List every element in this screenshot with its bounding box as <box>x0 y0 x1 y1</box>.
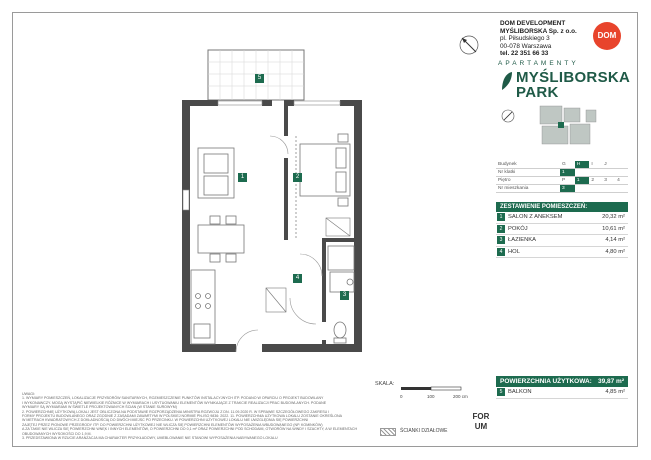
developer-city: 00-078 Warszawa <box>500 42 552 50</box>
info-row-staircase: Nr klatki 1 <box>496 169 628 177</box>
kitchen <box>191 270 215 344</box>
bed <box>300 134 350 206</box>
room-tag-lazienka: 3 <box>340 291 349 300</box>
info-row-floor: Piętro P 1 2 3 4 <box>496 177 628 185</box>
developer-street: pl. Piłsudskiego 3 <box>500 35 550 43</box>
developer-name: DOM DEVELOPMENT <box>500 20 566 27</box>
outer-walls <box>182 100 362 352</box>
room-tag-balcony: 5 <box>255 74 264 83</box>
total-area-bar <box>496 376 628 387</box>
dining-table <box>198 216 244 262</box>
entrance-gap <box>236 344 262 352</box>
room-row: 2 POKÓJ 10,61 m² <box>496 224 628 236</box>
rooms-header: ZESTAWIENIE POMIESZCZEŃ: <box>496 202 628 212</box>
brand-small: APARTAMENTY <box>498 60 579 67</box>
developer-company: MYŚLIBORSKA Sp. z o.o. <box>500 27 577 35</box>
room-tag-hol: 4 <box>293 274 302 283</box>
scale-label: SKALA: <box>375 381 395 387</box>
wardrobe <box>326 218 350 236</box>
total-area-block <box>496 376 628 399</box>
info-table <box>496 161 628 193</box>
scale-tick-0: 0 <box>400 394 403 399</box>
room-row: 1 SALON Z ANEKSEM 20,32 m² <box>496 212 628 224</box>
partition-legend-swatch <box>380 428 396 436</box>
north-arrow-icon <box>458 34 480 56</box>
brand-leaf-icon <box>500 70 514 92</box>
windows <box>183 101 340 210</box>
rooms-summary <box>496 202 628 258</box>
room-tag-salon: 1 <box>238 173 247 182</box>
balcony-row: 5 BALKON 4,85 m² <box>496 387 628 399</box>
brand-park: PARK <box>516 84 559 101</box>
total-area-label: POWIERZCHNIA UŻYTKOWA: <box>500 378 592 385</box>
developer-phone: tel. 22 351 66 33 <box>500 50 549 58</box>
dom-logo: DOM <box>593 22 621 50</box>
site-plan-mini <box>500 102 630 152</box>
sofa <box>198 148 234 198</box>
partition-legend-label: ŚCIANKI DZIAŁOWE <box>400 428 448 434</box>
total-area-value: 39,87 m² <box>597 378 624 385</box>
floor-plan-drawing <box>150 40 425 370</box>
info-row-building: Budynek G H I J <box>496 161 628 169</box>
developer-info <box>500 20 577 58</box>
info-row-apartment: Nr mieszkania 3 <box>496 185 628 193</box>
room-row: 3 ŁAZIENKA 4,14 m² <box>496 235 628 247</box>
scale-tick-200: 200 cm <box>453 394 468 399</box>
brand-name: MYŚLIBORSKA <box>516 69 631 86</box>
forum-logo: FORUM <box>472 412 490 431</box>
room-row: 4 HOL 4,80 m² <box>496 247 628 259</box>
scale-tick-100: 100 <box>427 394 435 399</box>
hall-closet <box>266 288 286 312</box>
notes: UWAGI: 1. WYMIARY POMIESZCZEŃ, LOKALIZACJE PRZYBORÓW SANITARNYCH, ROZMIESZCZENIE PUNKTÓW INSTALACYJNYCH ITP. PODANO W OPARCIU O PROJEKT BUDOWLANY I WYKONAWCZY. MOGĄ WYSTĄPIĆ NIEWIELKIE RÓŻNICE W WYMIARACH I USYTUOWANIU ELEMENTÓW WYNIKAJĄCE Z TRAKCIE REALIZACJI PRAC BUDOWLANYCH. PODANE WYMIARY SĄ WYMIARAMI W ŚWIETLE PROJEKTOWANYCH ŚCIAN (W STANIE SUROWYM) 2. POWIERZCHNIĘ UŻYTKOWĄ LOKALI JEST OBLICZONA NA PODSTAWIE ROZPORZĄDZENIA MINISTRA ROZWOJU Z DN. 11.09.2020 R. W SPRAWIE SZCZEGÓŁOWEGO ZAKRESU I FORMY PROJEKTU BUDOWLANEGO ORAZ ZGODNIE Z ZASADAMI ZAWARTYMI W POLSKIEJ NORMIE PN-ISO 9836: 2022. 11. POWIERZCHNIA UŻYTKOWA LOKALU ZOSTANIE OKREŚLONA W METRACH KWADRATOWYCH Z DOKŁADNOŚCIĄ DO DWÓCH MIEJSC PO PRZECINKU. W POWIERZCHNI UŻYTKOWEJ LOKALU NIE UWZGLĘDNIA SIĘ POWIERZCHNI ZAJĘTEJ PRZEZ PIONOWE PRZEGRODY ITP. DO POWIERZCHNI UŻYTKOWEJ NIE WLICZA SIĘ POWIERZCHNI ELEMENTÓW WYPOSAŻENIA WBUDOWANEGO (NP. KOMINKÓW) A ZA TAKIE NIE WLICZA SIĘ POWIERZCHNI WNĘK I INNYCH ELEMENTÓW, O POWIERZCHNI DO 0,1 m² ORAZ POWIERZCHNI POD SCHODAMI, OTWORÓW NA WINDY I SZACHTY, A W ELEMENTACH OBUDOWANYCH WYSOKOŚCI DO 1,9 M. 3. PRZEDSTAWIONA W RZUCIE ARANŻACJA MA CHARAKTER PRZYKŁADOWY, UMEBLOWANIE NIE STANOWI WYPOSAŻENIA NABYWANEGO LOKALU <box>22 392 358 441</box>
room-tag-pokoj: 2 <box>293 173 302 182</box>
